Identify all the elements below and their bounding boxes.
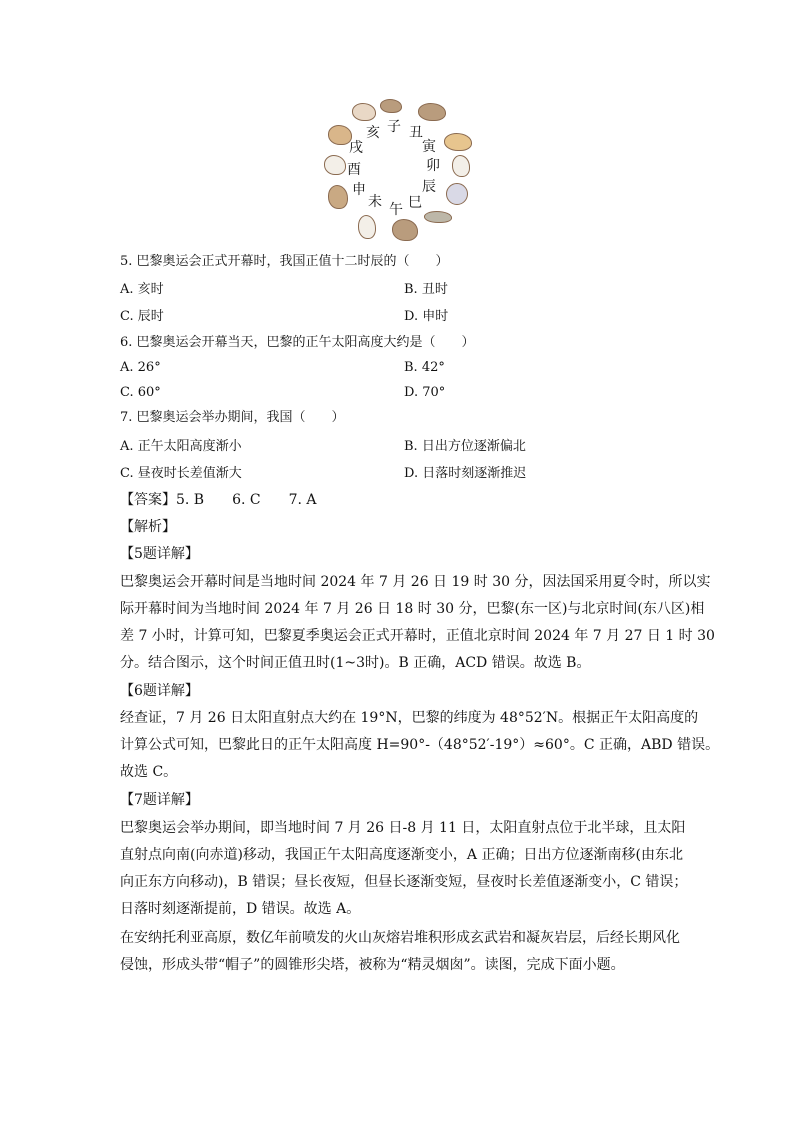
branch-wu: 午 [389,202,403,218]
question-7-option-a: A. 正午太阳高度渐小 [120,439,242,454]
dog-illustration [328,125,352,145]
tiger-illustration [444,133,472,151]
question-7-option-d: D. 日落时刻逐渐推迟 [404,466,527,481]
goat-illustration [358,215,376,239]
pig-illustration [352,103,376,121]
q6-line: 故选 C。 [120,764,178,780]
q7-line: 直射点向南(向赤道)移动，我国正午太阳高度逐渐变小，A 正确；日出方位逐渐南移(由东北 [120,847,683,863]
answer-line: 【答案】5. B 6. C 7. A [120,492,317,508]
branch-zi: 子 [387,119,401,135]
monkey-illustration [328,185,348,209]
question-6-option-d: D. 70° [404,385,446,400]
question-6-option-a: A. 26° [120,360,161,375]
branch-hai: 亥 [366,125,380,141]
rooster-illustration [324,155,346,175]
branch-xu: 戌 [349,140,363,156]
branch-you: 酉 [347,162,361,178]
intro-line: 在安纳托利亚高原，数亿年前喷发的火山灰熔岩堆积形成玄武岩和凝灰岩层，后经长期风化 [120,930,680,946]
question-5-stem: 5. 巴黎奥运会正式开幕时，我国正值十二时辰的（ ） [120,254,449,269]
question-6-option-b: B. 42° [404,360,445,375]
branch-wei: 未 [368,194,382,210]
analysis-heading: 【解析】 [120,519,176,535]
branch-si: 巳 [408,195,422,211]
question-5-option-c: C. 辰时 [120,309,164,324]
q7-line: 日落时刻逐渐提前，D 错误。故选 A。 [120,901,361,917]
question-6-stem: 6. 巴黎奥运会开幕当天，巴黎的正午太阳高度大约是（ ） [120,335,475,350]
question-5-option-b: B. 丑时 [404,282,448,297]
q6-detail-text [120,705,720,786]
branch-chou: 丑 [409,125,423,141]
q5-detail-text [120,569,715,677]
rabbit-illustration [452,155,470,177]
q5-detail-heading: 【5题详解】 [120,546,199,562]
question-7-stem: 7. 巴黎奥运会举办期间，我国（ ） [120,410,345,425]
q7-line: 向正东方向移动)，B 错误；昼长夜短，但昼长逐渐变短，昼夜时长差值逐渐变小，C 错误； [120,874,688,890]
question-5-option-a: A. 亥时 [120,282,164,297]
horse-illustration [392,219,418,241]
question-7-option-b: B. 日出方位逐渐偏北 [404,439,526,454]
q5-line: 际开幕时间为当地时间 2024 年 7 月 26 日 18 时 30 分，巴黎(东一区)与北京时间(东八区)相 [120,601,705,617]
q5-line: 巴黎奥运会开幕时间是当地时间 2024 年 7 月 26 日 19 时 30 分，因法国采用夏令时，所以实 [120,574,711,590]
question-7-option-c: C. 昼夜时长差值渐大 [120,466,242,481]
branch-mao: 卯 [426,158,440,174]
branch-yin: 寅 [422,139,436,155]
branch-shen: 申 [352,182,366,198]
dragon-illustration [446,183,468,205]
branch-chen: 辰 [422,179,436,195]
q7-detail-text [120,815,692,923]
next-question-intro [120,925,692,979]
q6-line: 计算公式可知，巴黎此日的正午太阳高度 H=90°-（48°52′-19°）≈60°。C 正确，ABD 错误。 [120,737,720,753]
q5-line: 分。结合图示，这个时间正值丑时(1~3时)。B 正确，ACD 错误。故选 B。 [120,655,591,671]
q6-line: 经查证，7 月 26 日太阳直射点大约在 19°N，巴黎的纬度为 48°52′N。根据正午太阳高度的 [120,710,699,726]
rat-illustration [380,99,402,113]
intro-line: 侵蚀，形成头带“帽子”的圆锥形尖塔，被称为“精灵烟囱”。读图，完成下面小题。 [120,957,625,973]
q7-line: 巴黎奥运会举办期间，即当地时间 7 月 26 日-8 月 11 日，太阳直射点位于北半球，且太阳 [120,820,686,836]
snake-illustration [424,211,452,223]
question-5-option-d: D. 申时 [404,309,449,324]
q5-line: 差 7 小时，计算可知，巴黎夏季奥运会正式开幕时，正值北京时间 2024 年 7 月 27 日 1 时 30 [120,628,715,644]
zodiac-figure [318,97,478,247]
q6-detail-heading: 【6题详解】 [120,683,199,699]
q7-detail-heading: 【7题详解】 [120,792,199,808]
question-6-option-c: C. 60° [120,385,161,400]
ox-illustration [418,103,446,121]
